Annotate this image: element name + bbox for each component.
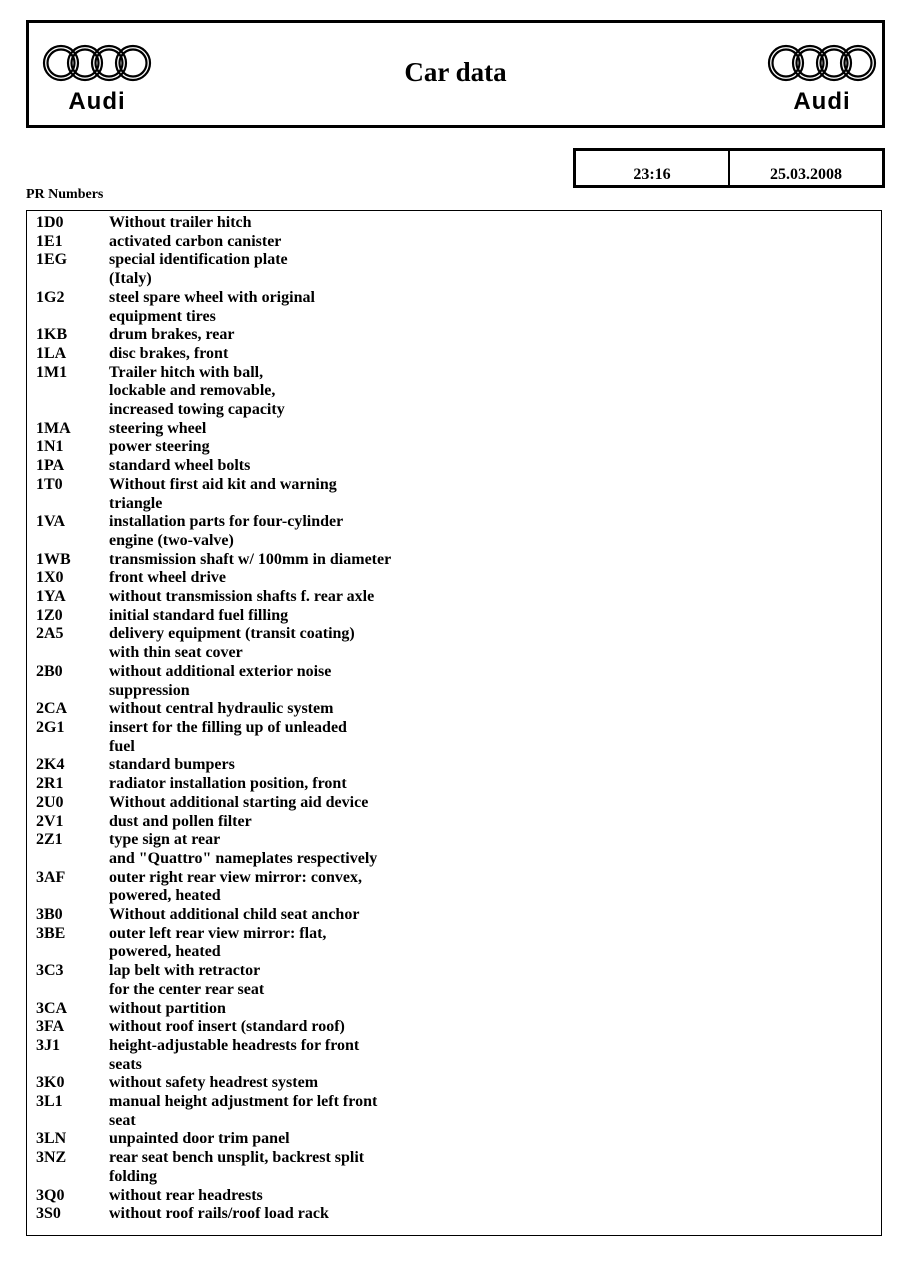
pr-description: Without trailer hitch <box>109 214 252 231</box>
pr-code: 1G2 <box>36 288 65 306</box>
pr-code: 1EG <box>36 251 68 269</box>
pr-row <box>36 813 476 832</box>
pr-code: 1WB <box>36 550 71 568</box>
pr-code: 2G1 <box>36 718 65 736</box>
pr-code: 2Z1 <box>36 831 63 849</box>
pr-numbers-box <box>26 210 882 1236</box>
pr-row <box>36 420 476 439</box>
audi-logo-right <box>766 43 878 115</box>
pr-code: 1E1 <box>36 232 63 250</box>
pr-description: outer right rear view mirror: convex, powered, heated <box>109 868 362 905</box>
pr-code: 3BE <box>36 924 66 942</box>
pr-row <box>36 1037 476 1074</box>
datetime-box <box>573 148 885 188</box>
pr-description: initial standard fuel filling <box>109 606 289 624</box>
time-value: 23:16 <box>633 166 671 183</box>
pr-row <box>36 326 476 345</box>
pr-row <box>36 925 476 962</box>
pr-code: 2R1 <box>36 775 64 793</box>
pr-description: standard wheel bolts <box>109 457 251 475</box>
pr-code: 3B0 <box>36 906 63 924</box>
pr-code: 3J1 <box>36 1036 60 1054</box>
pr-description: manual height adjustment for left front seat <box>109 1093 378 1129</box>
pr-code: 1YA <box>36 588 66 606</box>
audi-rings-icon <box>766 43 878 87</box>
pr-code: 3K0 <box>36 1074 65 1092</box>
pr-row <box>36 906 476 925</box>
pr-row <box>36 1074 476 1093</box>
pr-code: 2K4 <box>36 756 65 774</box>
date-value: 25.03.2008 <box>728 151 882 185</box>
pr-row <box>36 364 476 420</box>
pr-code: 1KB <box>36 326 68 344</box>
pr-description: Without first aid kit and warning triangle <box>109 475 337 512</box>
pr-description: without central hydraulic system <box>109 700 334 718</box>
pr-description: unpainted door trim panel <box>109 1130 290 1148</box>
pr-description: standard bumpers <box>109 756 235 774</box>
pr-description: insert for the filling up of unleaded fuel <box>109 718 347 755</box>
pr-row <box>36 869 476 906</box>
pr-code: 3LN <box>36 1130 67 1148</box>
pr-row <box>36 1187 476 1206</box>
pr-row <box>36 345 476 364</box>
pr-description: Without additional starting aid device <box>109 793 369 811</box>
pr-description: installation parts for four-cylinder engine (two-valve) <box>109 513 344 549</box>
pr-code: 1MA <box>36 419 71 437</box>
pr-description: Trailer hitch with ball, lockable and removable, increased towing capacity <box>109 363 285 419</box>
pr-code: 1Z0 <box>36 606 63 624</box>
pr-description: special identification plate (Italy) <box>109 251 288 288</box>
pr-row <box>36 569 476 588</box>
pr-description: height-adjustable headrests for front seats <box>109 1036 360 1073</box>
pr-row <box>36 962 476 999</box>
pr-row <box>36 1205 476 1224</box>
pr-description: rear seat bench unsplit, backrest split folding <box>109 1149 365 1185</box>
pr-row <box>36 625 476 662</box>
pr-row <box>36 663 476 700</box>
pr-description: outer left rear view mirror: flat, powered, heated <box>109 924 327 961</box>
pr-row <box>36 794 476 813</box>
pr-description: without roof insert (standard roof) <box>109 1018 345 1036</box>
pr-description: front wheel drive <box>109 569 227 587</box>
pr-code: 2V1 <box>36 812 64 830</box>
pr-row <box>36 457 476 476</box>
pr-row <box>36 700 476 719</box>
pr-code: 3S0 <box>36 1205 61 1223</box>
pr-row <box>36 756 476 775</box>
pr-description: without roof rails/roof load rack <box>109 1205 329 1223</box>
pr-code: 2U0 <box>36 793 64 811</box>
pr-description: activated carbon canister <box>109 232 282 250</box>
pr-code: 1M1 <box>36 363 68 381</box>
pr-code: 2A5 <box>36 625 64 643</box>
pr-code: 3C3 <box>36 962 64 980</box>
pr-description: steering wheel <box>109 419 207 437</box>
pr-code: 1T0 <box>36 475 63 493</box>
pr-description: drum brakes, rear <box>109 326 235 344</box>
pr-code: 1LA <box>36 344 67 362</box>
pr-row <box>36 1149 476 1186</box>
pr-description: delivery equipment (transit coating) with thin seat cover <box>109 625 355 662</box>
audi-logo-text: Audi <box>68 88 126 115</box>
section-label: PR Numbers <box>26 187 104 202</box>
pr-description: without rear headrests <box>109 1186 263 1204</box>
pr-description: type sign at rear and "Quattro" nameplates respectively <box>109 831 378 867</box>
pr-row <box>36 438 476 457</box>
pr-row <box>36 775 476 794</box>
pr-code: 3CA <box>36 999 68 1017</box>
pr-description: without transmission shafts f. rear axle <box>109 588 375 606</box>
pr-code: 1PA <box>36 457 65 475</box>
page-title: Car data <box>404 57 507 87</box>
pr-row <box>36 513 476 550</box>
pr-code: 3NZ <box>36 1149 67 1167</box>
pr-row <box>36 588 476 607</box>
pr-row <box>36 1018 476 1037</box>
pr-row <box>36 1093 476 1130</box>
pr-code: 3Q0 <box>36 1186 65 1204</box>
pr-description: without partition <box>109 999 226 1017</box>
pr-row <box>36 214 476 233</box>
pr-row <box>36 551 476 570</box>
pr-description: radiator installation position, front <box>109 775 347 793</box>
pr-code: 1X0 <box>36 569 64 587</box>
pr-description: dust and pollen filter <box>109 812 252 830</box>
pr-code: 3AF <box>36 868 66 886</box>
pr-row <box>36 831 476 868</box>
pr-code: 2CA <box>36 700 68 718</box>
pr-description: Without additional child seat anchor <box>109 906 360 924</box>
pr-description: without additional exterior noise suppression <box>109 662 332 699</box>
pr-row <box>36 719 476 756</box>
pr-description: steel spare wheel with original equipment tires <box>109 288 315 325</box>
pr-row <box>36 289 476 326</box>
pr-description: without safety headrest system <box>109 1074 319 1092</box>
pr-row <box>36 251 476 288</box>
pr-numbers-list <box>36 214 476 1224</box>
pr-code: 2B0 <box>36 662 63 680</box>
pr-code: 1N1 <box>36 438 64 456</box>
pr-code: 1VA <box>36 513 66 531</box>
pr-row <box>36 476 476 513</box>
pr-description: transmission shaft w/ 100mm in diameter <box>109 550 392 568</box>
pr-code: 3L1 <box>36 1093 63 1111</box>
pr-row <box>36 1130 476 1149</box>
pr-code: 1D0 <box>36 214 64 231</box>
pr-row <box>36 1000 476 1019</box>
pr-description: power steering <box>109 438 210 456</box>
document-header <box>26 20 885 128</box>
pr-description: disc brakes, front <box>109 344 229 362</box>
pr-row <box>36 607 476 626</box>
audi-logo-text: Audi <box>793 88 851 115</box>
pr-code: 3FA <box>36 1018 65 1036</box>
pr-description: lap belt with retractor for the center rear seat <box>109 962 265 998</box>
pr-row <box>36 233 476 252</box>
